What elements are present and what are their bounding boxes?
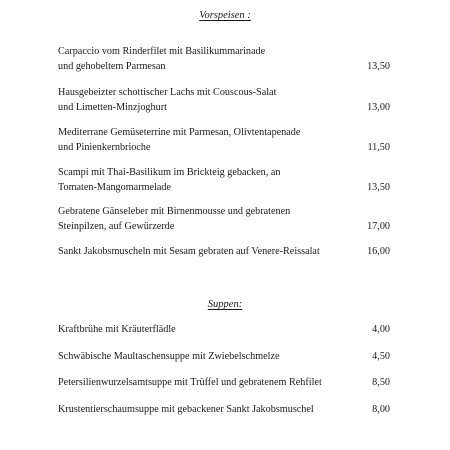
item-description-line: Schwäbische Maultaschensuppe mit Zwiebelschmelze [58, 351, 280, 362]
item-description-line: Tomaten-Mangomarmelade [58, 181, 172, 193]
item-description-line: Carpaccio vom Rinderfilet mit Basilikummarinade [58, 46, 266, 57]
section-title-suppen: Suppen: [207, 299, 243, 310]
item-description [58, 376, 358, 391]
menu-item [58, 245, 390, 275]
menu-item [58, 403, 390, 433]
item-price: 13,50 [367, 60, 390, 72]
item-description [58, 86, 358, 115]
item-price: 13,00 [367, 101, 390, 113]
item-description-line: Krustentierschaumsuppe mit gebackener Sankt Jakobsmuschel [58, 404, 314, 415]
item-description [58, 126, 358, 155]
item-description [58, 350, 358, 365]
item-price: 8,00 [372, 404, 390, 415]
item-description-line: Mediterrane Gemüseterrine mit Parmesan, Olivtentapenade [58, 127, 301, 138]
item-description-line: Sankt Jakobsmuscheln mit Sesam gebraten auf Venere-Reissalat [58, 246, 320, 257]
item-price: 4,00 [372, 324, 390, 335]
item-description-line: und Limetten-Minzjoghurt [58, 101, 167, 113]
menu-item [58, 86, 390, 116]
item-description-line: Petersilienwurzelsamtsuppe mit Trüffel und gebratenem Rehfilet [58, 377, 322, 388]
item-description [58, 323, 358, 338]
item-price: 4,50 [372, 351, 390, 362]
menu-item [58, 45, 390, 75]
menu-item [58, 376, 390, 406]
item-price: 8,50 [372, 377, 390, 388]
section-title-vorspeisen: Vorspeisen : [199, 10, 251, 21]
menu-item [58, 166, 390, 196]
item-price: 11,50 [367, 141, 390, 153]
item-price: 16,00 [367, 246, 390, 257]
item-description [58, 403, 358, 418]
item-description-line: und gehobeltem Parmesan [58, 60, 166, 72]
item-description-line: und Pinienkernbrioche [58, 141, 151, 153]
item-description-line: Gebratene Gänseleber mit Birnenmousse und gebratenen [58, 206, 291, 217]
item-description [58, 205, 358, 234]
item-price: 13,50 [367, 181, 390, 193]
item-description-line: Scampi mit Thai-Basilikum im Brickteig gebacken, an [58, 167, 281, 178]
item-description-line: Steinpilzen, auf Gewürzerde [58, 220, 175, 232]
menu-item [58, 205, 390, 235]
menu-item [58, 126, 390, 156]
item-description [58, 45, 358, 74]
item-description [58, 245, 358, 260]
item-description [58, 166, 358, 195]
item-description-line: Kraftbrühe mit Kräuterflädle [58, 324, 176, 335]
item-description-line: Hausgebeizter schottischer Lachs mit Couscous-Salat [58, 87, 277, 98]
menu-item [58, 323, 390, 353]
item-price: 17,00 [367, 220, 390, 232]
